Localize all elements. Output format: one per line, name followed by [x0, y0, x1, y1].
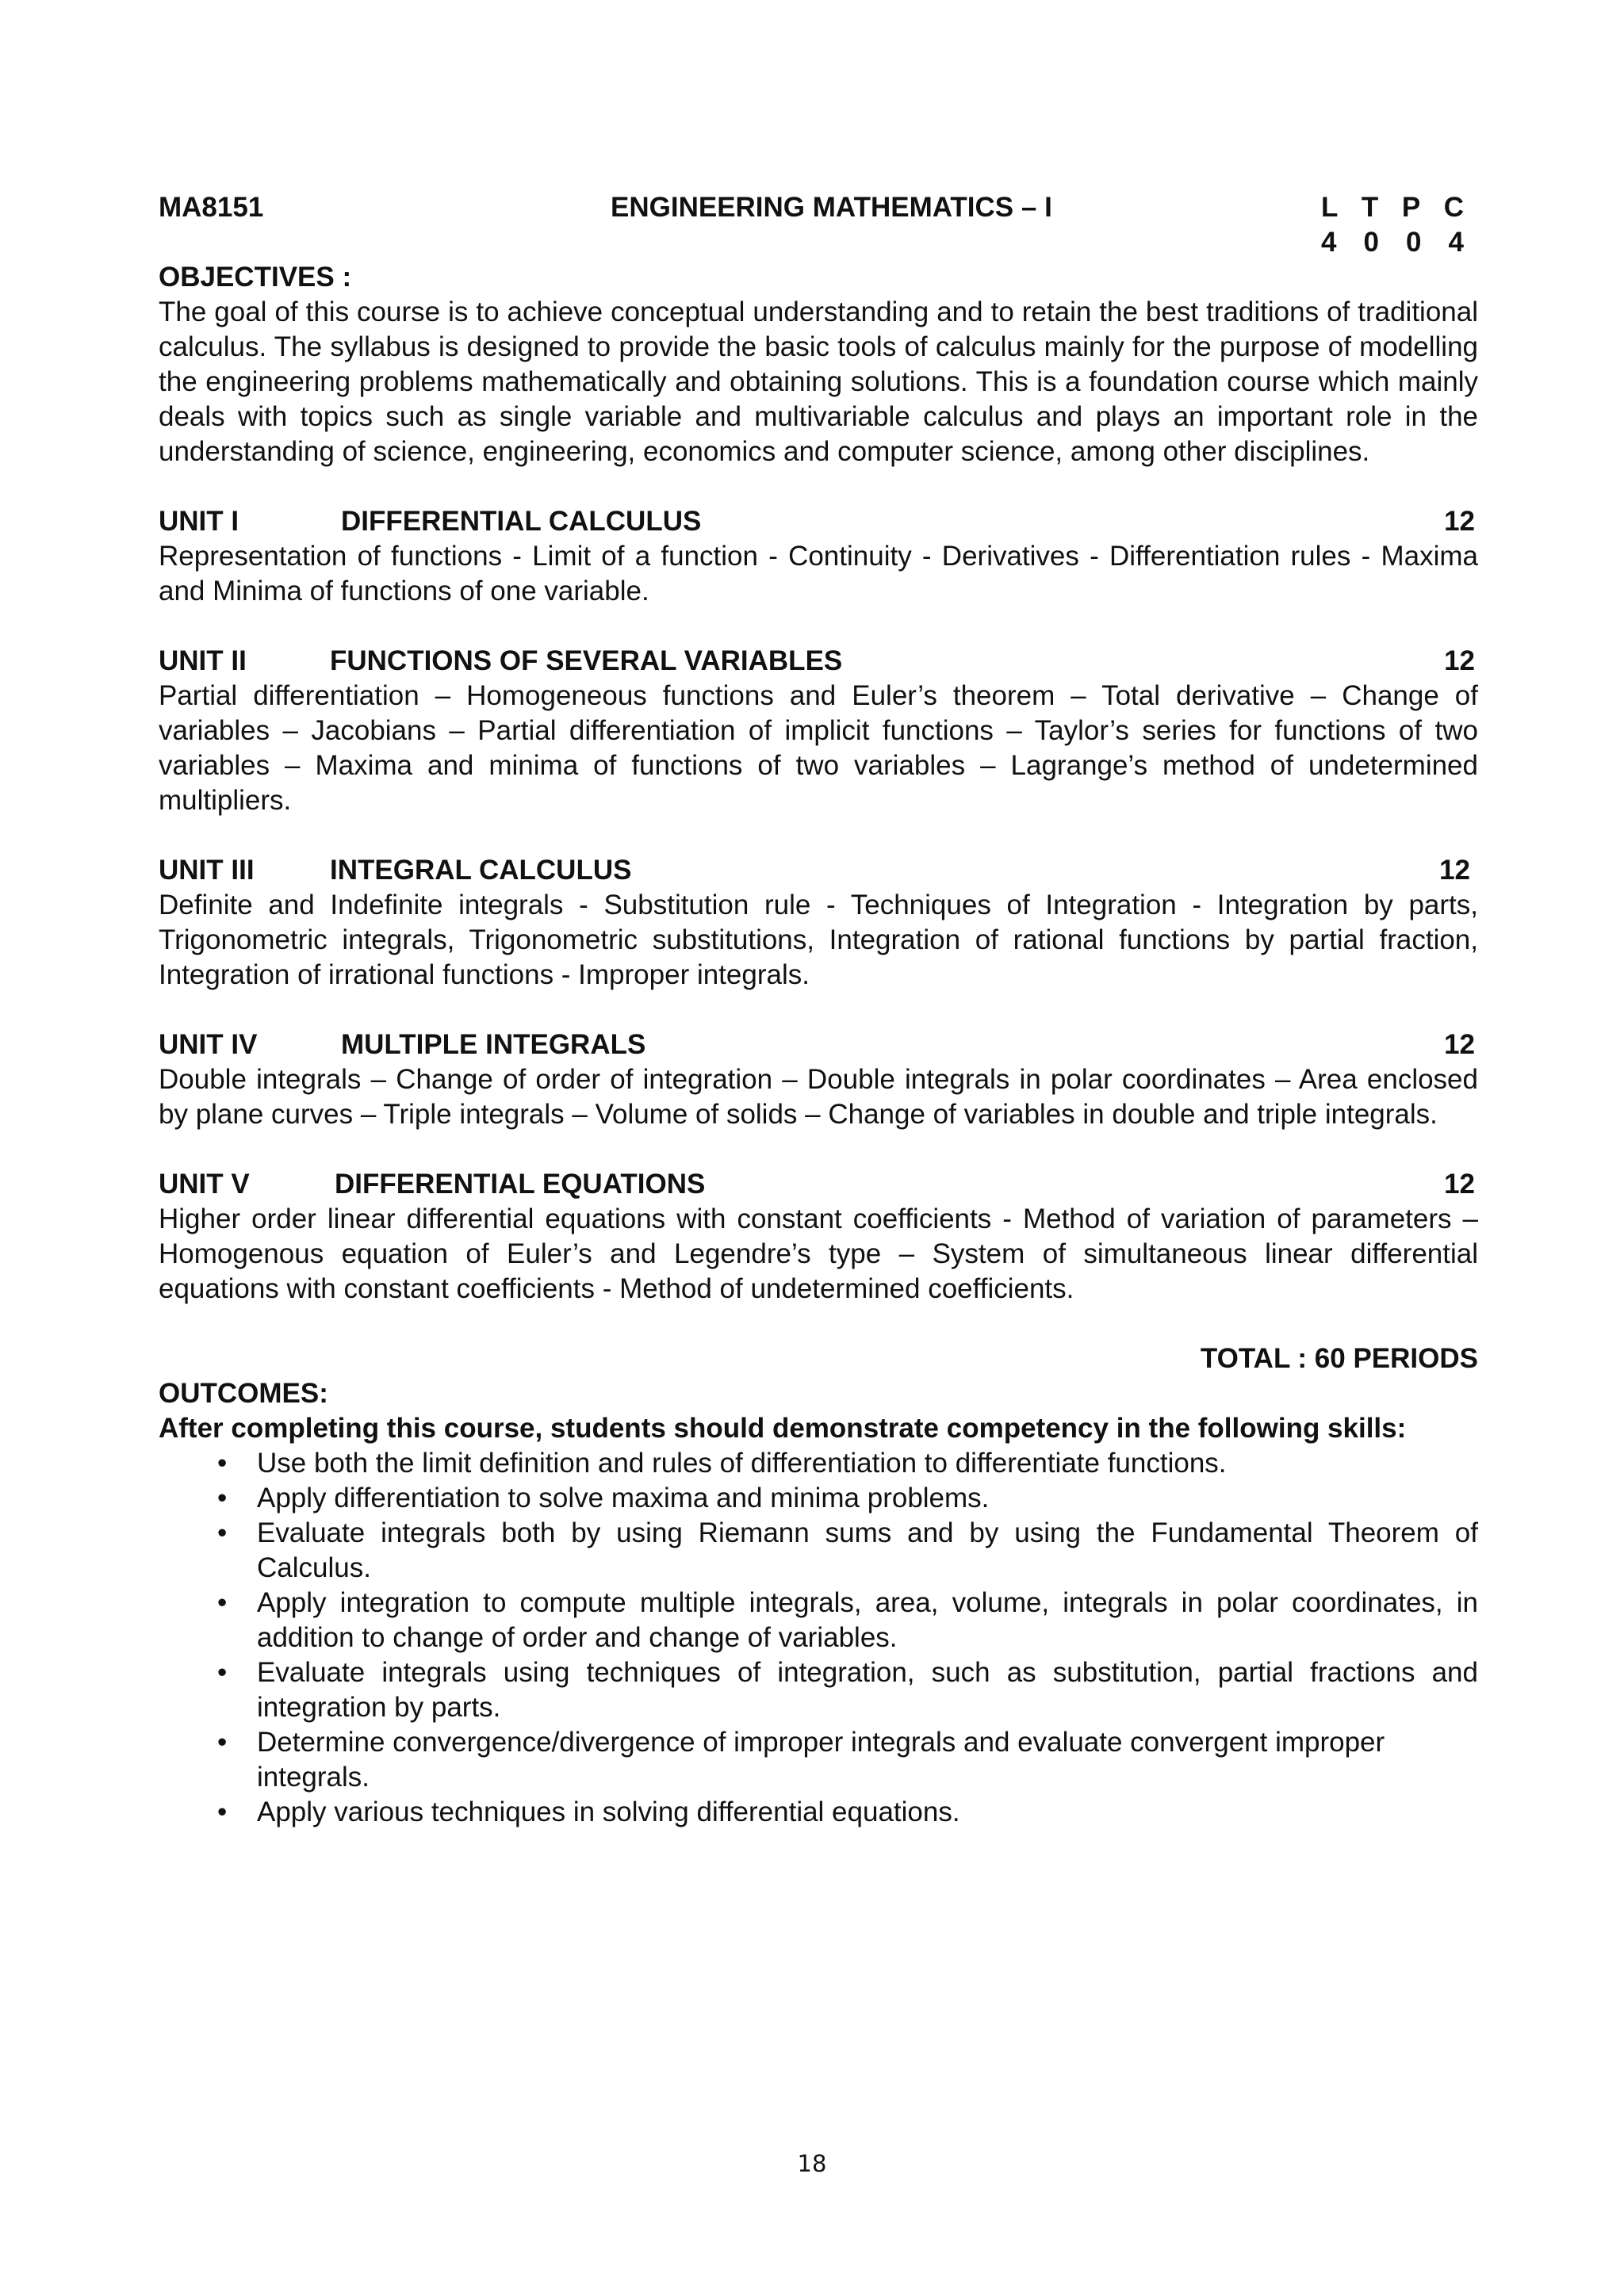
objectives-text: The goal of this course is to achieve conceptual understanding and to retain the best traditions of traditional calculus. The syllabus is designed to provide the basic tools of calculus mainly for the purpose of modelling the engineering problems mathematically and obtaining solutions. This is a foundation course which mainly deals with topics such as single variable and multivariable calculus and plays an important role in the understanding of science, engineering, economics and computer science, among other disciplines. — [159, 297, 1478, 467]
outcome-text: Evaluate integrals using techniques of integration, such as substitution, partial fractions and integration by parts. — [257, 1657, 1478, 1723]
outcome-text: Use both the limit definition and rules of differentiation to differentiate functions. — [257, 1448, 1227, 1479]
unit-title: INTEGRAL CALCULUS — [330, 855, 632, 886]
syllabus-page — [159, 190, 1478, 1830]
unit-title: MULTIPLE INTEGRALS — [341, 1029, 646, 1060]
ltpc-block — [1321, 190, 1464, 260]
bullet-icon: • — [217, 1483, 228, 1513]
ltpc-value: 4 — [1321, 227, 1337, 258]
unit-number: UNIT I — [159, 506, 239, 537]
unit-hours: 12 — [1444, 506, 1475, 537]
outcome-text: Apply various techniques in solving differential equations. — [257, 1797, 960, 1827]
ltpc-value: 4 — [1448, 227, 1464, 258]
list-item — [217, 1586, 1478, 1655]
list-item — [217, 1725, 1478, 1795]
bullet-icon: • — [217, 1657, 228, 1688]
unit-hours: 12 — [1444, 1029, 1475, 1060]
outcome-text: Apply differentiation to solve maxima and minima problems. — [257, 1483, 990, 1513]
bullet-icon: • — [217, 1448, 228, 1479]
unit-hours: 12 — [1444, 645, 1475, 676]
bullet-icon: • — [217, 1727, 228, 1758]
unit-heading — [159, 1167, 1478, 1202]
unit-hours: 12 — [1439, 855, 1470, 886]
unit-4 — [159, 1027, 1478, 1132]
outcomes-label: OUTCOMES: — [159, 1378, 328, 1409]
ltpc-labels — [1321, 190, 1464, 225]
ltpc-label: P — [1401, 192, 1421, 223]
list-item — [217, 1481, 1478, 1516]
ltpc-label: T — [1361, 192, 1379, 223]
total-periods: TOTAL : 60 PERIODS — [1200, 1343, 1478, 1374]
ltpc-value: 0 — [1406, 227, 1422, 258]
ltpc-label: L — [1321, 192, 1339, 223]
ltpc-value: 0 — [1363, 227, 1379, 258]
unit-heading — [159, 504, 1478, 539]
unit-number: UNIT V — [159, 1169, 250, 1200]
unit-title: FUNCTIONS OF SEVERAL VARIABLES — [330, 645, 843, 676]
bullet-icon: • — [217, 1517, 228, 1548]
course-header — [159, 190, 1478, 260]
list-item — [217, 1516, 1478, 1586]
unit-heading — [159, 1027, 1478, 1062]
unit-heading — [159, 644, 1478, 679]
course-title: ENGINEERING MATHEMATICS – I — [611, 192, 1052, 223]
objectives-label: OBJECTIVES : — [159, 262, 352, 293]
unit-number: UNIT IV — [159, 1029, 258, 1060]
outcomes-intro: After completing this course, students should demonstrate competency in the following skills: — [159, 1413, 1407, 1444]
page-number: 18 — [797, 2150, 827, 2177]
unit-title: DIFFERENTIAL EQUATIONS — [335, 1169, 706, 1200]
bullet-icon: • — [217, 1587, 228, 1618]
unit-content: Definite and Indefinite integrals - Substitution rule - Techniques of Integration - Integration by parts, Trigonometric integrals, Trigonometric substitutions, Integration of rational functions by partial fraction, Integration of irrational functions - Improper integrals. — [159, 890, 1478, 990]
unit-heading — [159, 853, 1478, 888]
outcomes-list — [159, 1446, 1478, 1830]
unit-content: Double integrals – Change of order of integration – Double integrals in polar coordinates – Area enclosed by plane curves – Triple integrals – Volume of solids – Change of variables in double and triple integrals. — [159, 1064, 1478, 1130]
ltpc-label: C — [1443, 192, 1464, 223]
unit-content: Higher order linear differential equations with constant coefficients - Method of variation of parameters – Homogenous equation of Euler’s and Legendre’s type – System of simultaneous linear differential equations with constant coefficients - Method of undetermined coefficients. — [159, 1203, 1478, 1304]
list-item — [217, 1655, 1478, 1725]
ltpc-values — [1321, 225, 1464, 260]
unit-5 — [159, 1167, 1478, 1307]
unit-2 — [159, 644, 1478, 818]
outcome-text: Determine convergence/divergence of improper integrals and evaluate convergent improper integrals. — [257, 1727, 1385, 1793]
bullet-icon: • — [217, 1797, 228, 1827]
unit-number: UNIT II — [159, 645, 247, 676]
list-item — [217, 1446, 1478, 1481]
unit-content: Partial differentiation – Homogeneous functions and Euler’s theorem – Total derivative – Change of variables – Jacobians – Partial differentiation of implicit functions – Taylor’s series for functions of two variables – Maxima and minima of functions of two variables – Lagrange’s method of undetermined multipliers. — [159, 680, 1478, 816]
unit-content: Representation of functions - Limit of a function - Continuity - Derivatives - Differentiation rules - Maxima and Minima of functions of one variable. — [159, 541, 1478, 607]
unit-title: DIFFERENTIAL CALCULUS — [341, 506, 702, 537]
unit-3 — [159, 853, 1478, 993]
outcome-text: Apply integration to compute multiple integrals, area, volume, integrals in polar coordinates, in addition to change of order and change of variables. — [257, 1587, 1478, 1653]
unit-1 — [159, 504, 1478, 609]
list-item — [217, 1795, 1478, 1830]
outcome-text: Evaluate integrals both by using Riemann sums and by using the Fundamental Theorem of Calculus. — [257, 1517, 1478, 1583]
course-code: MA8151 — [159, 192, 264, 223]
unit-hours: 12 — [1444, 1169, 1475, 1200]
unit-number: UNIT III — [159, 855, 255, 886]
